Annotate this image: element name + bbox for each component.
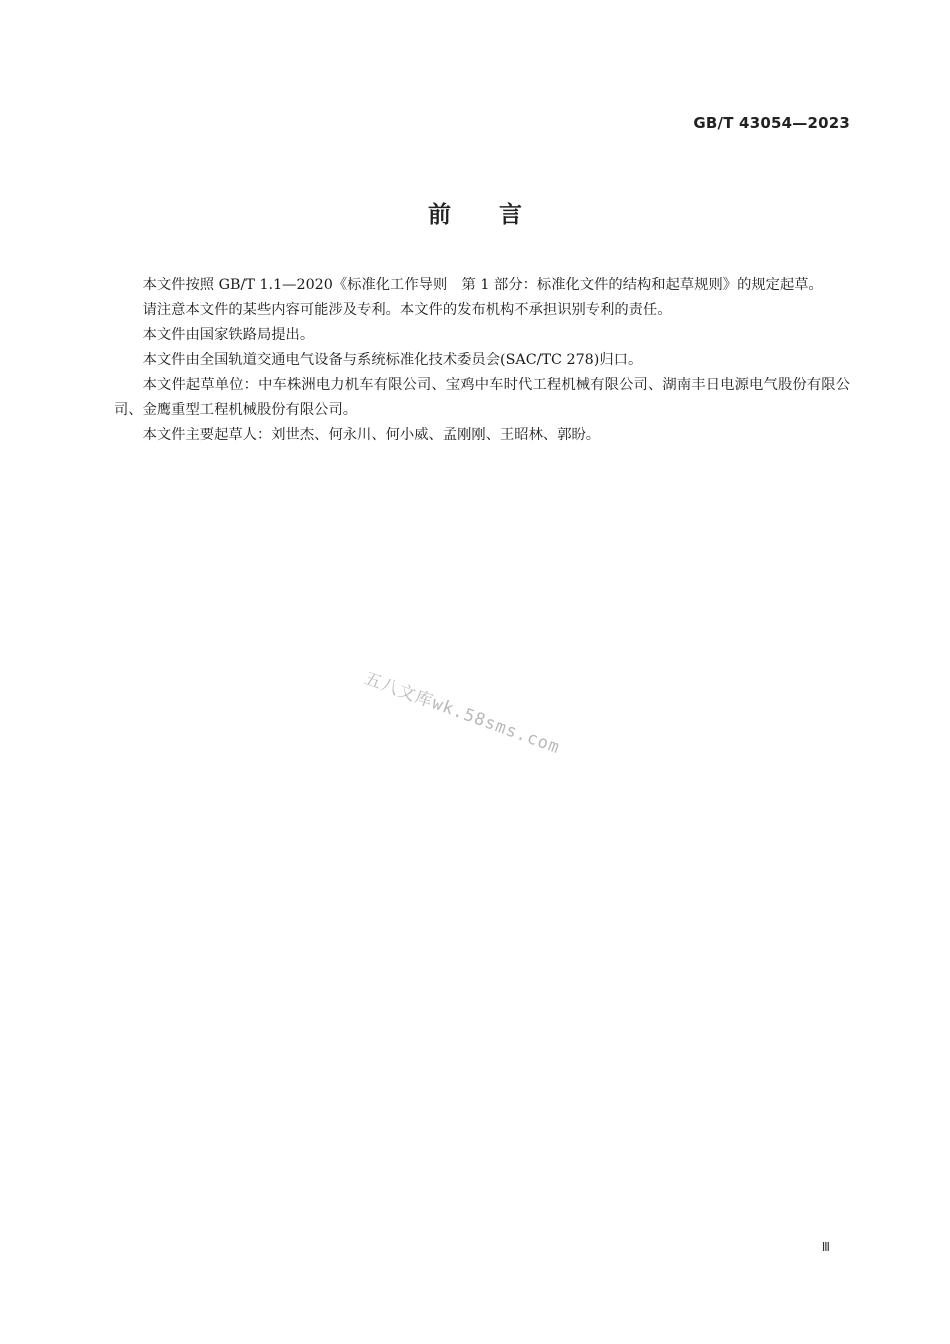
foreword-body (114, 273, 850, 448)
paragraph-proposer: 本文件由国家铁路局提出。 (142, 327, 315, 343)
paragraph-drafting-rules: 本文件按照 GB/T 1.1—2020《标准化工作导则 第 1 部分：标准化文件的结构和起草规则》的规定起草。 (142, 277, 823, 293)
paragraph-patent-notice: 请注意本文件的某些内容可能涉及专利。本文件的发布机构不承担识别专利的责任。 (142, 302, 672, 318)
paragraph-drafting-units: 本文件起草单位：中车株洲电力机车有限公司、宝鸡中车时代工程机械有限公司、湖南丰日电源电气股份有限公司、金鹰重型工程机械股份有限公司。 (114, 377, 850, 418)
paragraph-committee: 本文件由全国轨道交通电气设备与系统标准化技术委员会(SAC/TC 278)归口。 (142, 352, 643, 368)
watermark: 五八文库wk.58sms.com (361, 668, 563, 759)
paragraph-drafters: 本文件主要起草人：刘世杰、何永川、何小威、孟刚刚、王昭林、郭盼。 (142, 427, 601, 443)
page-title: 前言 (428, 202, 570, 228)
page-number: Ⅲ (821, 1240, 830, 1254)
standard-code: GB/T 43054—2023 (693, 114, 850, 132)
